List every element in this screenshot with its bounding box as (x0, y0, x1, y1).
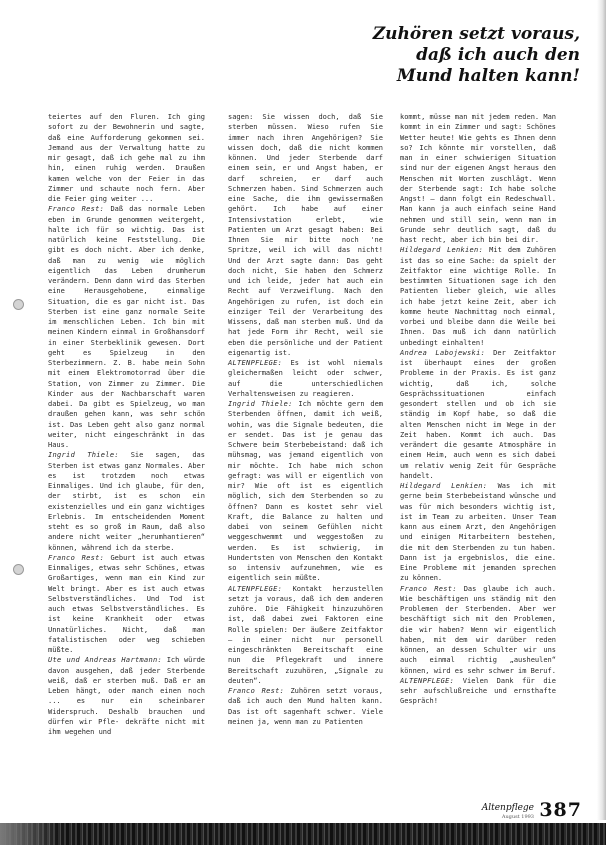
text-column-3 (400, 112, 557, 706)
headline-line: daß ich auch den (416, 45, 580, 65)
paragraph (228, 112, 383, 358)
paragraph-text: Der Zeitfaktor ist überhaupt eines der großen Probleme in der Praxis. Es ist ganz wichtig, daß ich, solche Gesprächssituationen einfach gesondert stellen und ob ich sie ständig im Kopf habe, so daß die alten Menschen nicht im Wege in der Zeit haben. Kommt ich auch. Das verändert die gesamte Atmosphäre in einem Heim, auch wenn es sich dabei um relativ wenig Zeit für Gespräche handelt. (400, 348, 556, 480)
paragraph-text: Sie sagen, das Sterben ist etwas ganz Normales. Aber es ist trotzdem noch etwas Einmaliges. Und ich glaube, für den, der stirbt, ist es schon ein existenzielles und ein ganz wichtiges Erlebnis. Im entscheidenden Moment steht es so groß im Raum, daß also andere nicht weiter „herumhantieren“ können, während ich da sterbe. (48, 451, 205, 552)
paragraph-text: sagen: Sie wissen doch, daß Sie sterben müssen. Wieso rufen Sie immer nach ihren Angehörigen? Sie wissen doch, daß die nicht kommen können. Und jeder Sterbende darf einem sein, er und Angst haben, er darf schreien, er darf auch Schmerzen haben. Sind Schmerzen auch eine Sache, die ihm gewissermaßen gehört. Ich habe auf einer Intensivstation erlebt, wie Patienten um Arzt gesagt haben: Bei Ihnen Sie mir bitte noch 'ne Spritze, weil ich will das nicht! Und der Arzt sagte dann: Das geht doch nicht, Sie haben den Schmerz und ich leide, jeder hat auch ein Recht auf Verzweiflung. Nach den Angehörigen zu rufen, ist doch ein einziger Teil der Verarbeitung des Wissens, daß man sterben muß. Und da hat jede Form ihr Recht, weil sie eben die persönliche und der Patient eigenartig ist. (228, 113, 383, 357)
text-column-2 (228, 112, 383, 752)
headline-line: Zuhören setzt voraus, (372, 24, 580, 44)
speaker-name: Ingrid Thiele: (48, 451, 119, 460)
magazine-name: Altenpflege (481, 803, 534, 813)
scan-edge-strip (0, 823, 606, 845)
paragraph-text: Was ich mit gerne beim Sterbebeistand wünsche und was für mich besonders wichtig ist, ist im Team zu arbeiten. Unser Team kann aus einem Arzt, den Angehörigen und einigen Mitarbeitern bestehen, die mit dem Sterbenden zu tun haben. Dann ist ja ergebnislos, die eine. Eine Probleme mit jemanden sprechen zu können. (400, 482, 557, 583)
speaker-name: Franco Rest: (48, 553, 105, 562)
paragraph-text: kommt, müsse man mit jedem reden. Man kommt in ein Zimmer und sagt: Schönes Wetter heute! Wie gehts es Ihnen denn so? Ich könnte mir vorstellen, daß man in einer schwierigen Situation sind nur der eigenen Angst heraus den Menschen mit Worten zuschlägt. Wenn der Sterbende sagt: Ich habe solche Angst! – dann folgt ein Redeschwall. Man kann ja auch einfach seine Hand nehmen und still sein, wenn man im Grunde sehr deutlich sagt, daß du hast recht, aber ich bin bei dir. (400, 113, 556, 244)
paragraph (48, 553, 205, 656)
page-number: 387 (539, 799, 582, 821)
binding-edge (597, 0, 606, 820)
paragraph-text: Geburt ist auch etwas Einmaliges, etwas sehr Schönes, etwas Großartiges, wenn man ein Kind zur Welt bringt. Aber es ist auch etwas Selbstverständliches. Und Tod ist auch etwas Selbstverständliches. Es ist keine Krankheit oder etwas Unnatürliches. Nicht, daß man fatalistischen oder weg schieben müßte. (48, 553, 205, 654)
paragraph (228, 358, 383, 399)
paragraph-text: Kontakt herzustellen setzt ja voraus, daß ich dem anderen zuhöre. Die Fähigkeit hinzuzuhören ist, daß dabei zwei Faktoren eine Rolle spielen: Der äußere Zeitfaktor – in einer nicht nur personell eingeschränkten Bereitschaft eine nun die Pflegekraft und innere Bereitschaft zuzuhören, „Signale zu deuten“. (228, 584, 383, 685)
paragraph (400, 584, 556, 676)
speaker-name: Ingrid Thiele: (228, 400, 293, 408)
paragraph (228, 399, 383, 584)
paragraph (400, 348, 556, 481)
paragraph-text: Mit dem Zuhören ist das so eine Sache: da spielt der Zeitfaktor eine wichtige Rolle. In bestimmten Situationen sage ich den Patienten lieber gleich, wie alles ich habe jetzt keine Zeit, aber ich komme heute Nachmittag noch einmal, vorbei und bleibe dann die Weile bei Ihnen. Das muß ich dann natürlich unbedingt einhalten! (400, 246, 557, 347)
paragraph (228, 686, 383, 727)
paragraph (400, 245, 556, 348)
paragraph (400, 112, 556, 245)
paragraph-text: Es ist wohl niemals gleichermaßen leicht oder schwer, auf die unterschiedlichen Verhaltensweisen zu reagieren. (228, 359, 383, 398)
punch-hole (13, 564, 24, 575)
paragraph-text: teiertes auf den Fluren. Ich ging sofort zu der Bewohnerin und sagte, daß eine Aufforderung gekommen sei. Jemand aus der Verwaltung hatte zu mir gesagt, daß ich gehe mal zu ihm hin, einen ruhig werden. Draußen kamen welche von der Feier in das Zimmer und schaute noch fern. Aber die Feier ging weiter ... (48, 113, 205, 203)
paragraph-text: Zuhören setzt voraus, daß ich auch den Mund halten kann. Das ist oft sagenhaft schwer. Viele meinen ja, wenn man zu Patienten (228, 687, 383, 726)
paragraph-text: Vielen Dank für die sehr aufschlußreiche und ernsthafte Gespräch! (400, 676, 556, 706)
speaker-name: ALTENPFLEGE: (228, 584, 283, 593)
speaker-name: Andrea Labojewski: (400, 348, 486, 357)
paragraph (48, 112, 205, 204)
headline-line: Mund halten kann! (396, 66, 580, 86)
speaker-name: Hildegard Lenkien: (400, 482, 488, 490)
article-headline (280, 24, 580, 87)
paragraph (400, 481, 556, 584)
paragraph (48, 655, 205, 737)
speaker-name: Franco Rest: (400, 584, 457, 593)
paragraph-text: Ich würde davon ausgehen, daß jeder Sterbende weiß, daß er sterben muß. Daß er am Leben hängt, oder manch einen noch ... es nur ein scheinbarer Widerspruch. Deshalb brauchen und dürfen wir Pfle- dekräfte nicht mit ihm wegehen und (48, 656, 206, 736)
speaker-name: Ute und Andreas Hartmann: (48, 656, 163, 665)
paragraph (48, 450, 205, 553)
paragraph (48, 204, 205, 450)
text-column-1 (48, 112, 205, 787)
paragraph-text: Das glaube ich auch. Wie beschäftigen uns ständig mit den Problemen der Sterbenden. Aber wer beschäftigt sich mit den Problemen, die wir haben? Wenn wir eigentlich haben, mit dem wir darüber reden können, an dessen Schulter wir uns auch einmal richtig „ausheulen“ können, wird es sehr schwer im Beruf. (400, 584, 556, 675)
paragraph (228, 584, 383, 687)
paragraph-text: Daß das normale Leben eben im Grunde genommen weitergeht, halte ich für so wichtig. Das ist natürlich keine Feststellung. Die gibt es doch nicht. Aber ich denke, daß man zu wenig wie möglich eigentlich das Leben drumherum verändern. Denn dann wird das Sterben eine Herausgehobene, einmalige Situation, die es gar nicht ist. Das Sterben ist eine ganz normale Seite im menschlichen Leben. Ich bin mit meinen Kindern einmal in Großhansdorf in einer Sterbeklinik gewesen. Dort geht es Spielzeug in den Sterbezimmern. Z. B. habe mein Sohn mit einem Elektromotorrad über die Station, von Zimmer zu Zimmer. Die Kinder aus der Nachbarschaft waren dabei. Da gibt es Spielzeug, wo man draußen gehen kann, was sehr schön ist. Das Leben geht also ganz normal weiter, nicht eingeschränkt in das Haus. (48, 205, 205, 449)
speaker-name: ALTENPFLEGE: (400, 676, 455, 685)
punch-hole (13, 299, 24, 310)
paragraph-text: Ich möchte gern dem Sterbenden öffnen, damit ich weiß, wohin, was die Signale bedeuten, die er sendet. Das ist je genau das Schwere beim Sterbebeistand: daß ich mühsmag, was jemand eigentlich von mir möchte. Ich habe mich schon gefragt: was will er eigentlich von mir? Wie oft ist es eigentlich möglich, sich dem Sterbenden so zu öffnen? Dann es kostet sehr viel Kraft, die Balance zu halten und dabei von seinem Gefühlen nicht weggeschwemmt und weggestoßen zu werden. Es ist schwierig, im Hundertsten von Menschen den Kontakt so intensiv aufzunehmen, wie es eigentlich sein müßte. (228, 400, 383, 583)
speaker-name: Franco Rest: (228, 687, 285, 695)
speaker-name: Franco Rest: (48, 205, 105, 214)
paragraph (400, 676, 556, 707)
speaker-name: ALTENPFLEGE: (228, 359, 283, 367)
speaker-name: Hildegard Lenkien: (400, 246, 484, 255)
issue-date: August 1993 (501, 814, 534, 820)
